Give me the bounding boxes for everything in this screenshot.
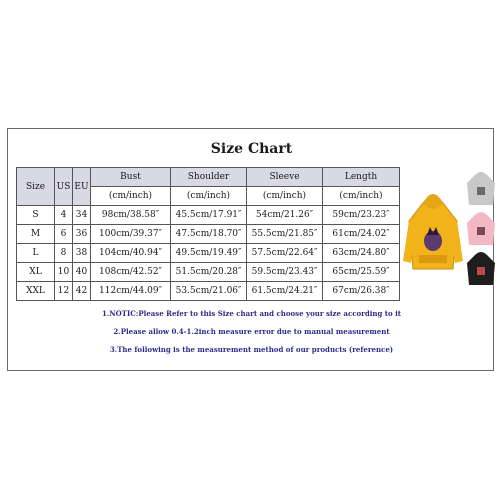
cell-length: 67cm/26.38″ [323,282,400,301]
gray-hoodie-icon [467,172,495,205]
pink-hoodie-icon [467,212,495,245]
cell-eu: 38 [73,244,91,263]
cell-sleeve: 61.5cm/24.21″ [247,282,323,301]
header-shoulder: Shoulder [171,168,247,187]
cell-length: 63cm/24.80″ [323,244,400,263]
table-row [17,263,400,282]
cell-shoulder: 47.5cm/18.70″ [171,225,247,244]
cell-us: 8 [55,244,73,263]
header-bust: Bust [91,168,171,187]
yellow-hoodie-icon [403,194,463,269]
table-row [17,244,400,263]
unit-bust: (cm/inch) [91,187,171,206]
note-line-3: 3.The following is the measurement method of our products (reference) [109,345,394,354]
hoodie-product-images [403,161,495,311]
header-us: US [55,168,73,206]
chart-title: Size Chart [210,141,293,157]
cell-eu: 40 [73,263,91,282]
cell-length: 61cm/24.02″ [323,225,400,244]
header-length: Length [323,168,400,187]
cell-bust: 98cm/38.58″ [91,206,171,225]
cell-size: XL [17,263,55,282]
cell-shoulder: 53.5cm/21.06″ [171,282,247,301]
table-row [17,225,400,244]
cell-us: 10 [55,263,73,282]
cell-sleeve: 59.5cm/23.43″ [247,263,323,282]
header-size: Size [17,168,55,206]
black-hoodie-icon [467,252,495,285]
size-chart-panel [7,128,494,371]
cell-shoulder: 45.5cm/17.91″ [171,206,247,225]
table-row [17,206,400,225]
cell-shoulder: 49.5cm/19.49″ [171,244,247,263]
cell-eu: 36 [73,225,91,244]
cell-size: L [17,244,55,263]
cell-sleeve: 54cm/21.26″ [247,206,323,225]
note-line-2: 2.Please allow 0.4-1.2inch measure error due to manual measurement [113,327,390,336]
cell-bust: 112cm/44.09″ [91,282,171,301]
unit-shoulder: (cm/inch) [171,187,247,206]
header-sleeve: Sleeve [247,168,323,187]
size-table [16,167,400,301]
cell-sleeve: 55.5cm/21.85″ [247,225,323,244]
cell-us: 4 [55,206,73,225]
header-eu: EU [73,168,91,206]
unit-length: (cm/inch) [323,187,400,206]
table-row [17,282,400,301]
cell-size: M [17,225,55,244]
cell-us: 12 [55,282,73,301]
note-line-1: 1.NOTIC:Please Refer to this Size chart and choose your size according to it [101,309,402,318]
cell-bust: 100cm/39.37″ [91,225,171,244]
cell-length: 65cm/25.59″ [323,263,400,282]
unit-sleeve: (cm/inch) [247,187,323,206]
cell-bust: 108cm/42.52″ [91,263,171,282]
cell-size: XXL [17,282,55,301]
cell-shoulder: 51.5cm/20.28″ [171,263,247,282]
cell-length: 59cm/23.23″ [323,206,400,225]
hoodie-illustration [403,161,495,311]
cell-us: 6 [55,225,73,244]
cell-eu: 42 [73,282,91,301]
table-header-row [17,168,400,187]
cell-eu: 34 [73,206,91,225]
cell-size: S [17,206,55,225]
cell-bust: 104cm/40.94″ [91,244,171,263]
cell-sleeve: 57.5cm/22.64″ [247,244,323,263]
